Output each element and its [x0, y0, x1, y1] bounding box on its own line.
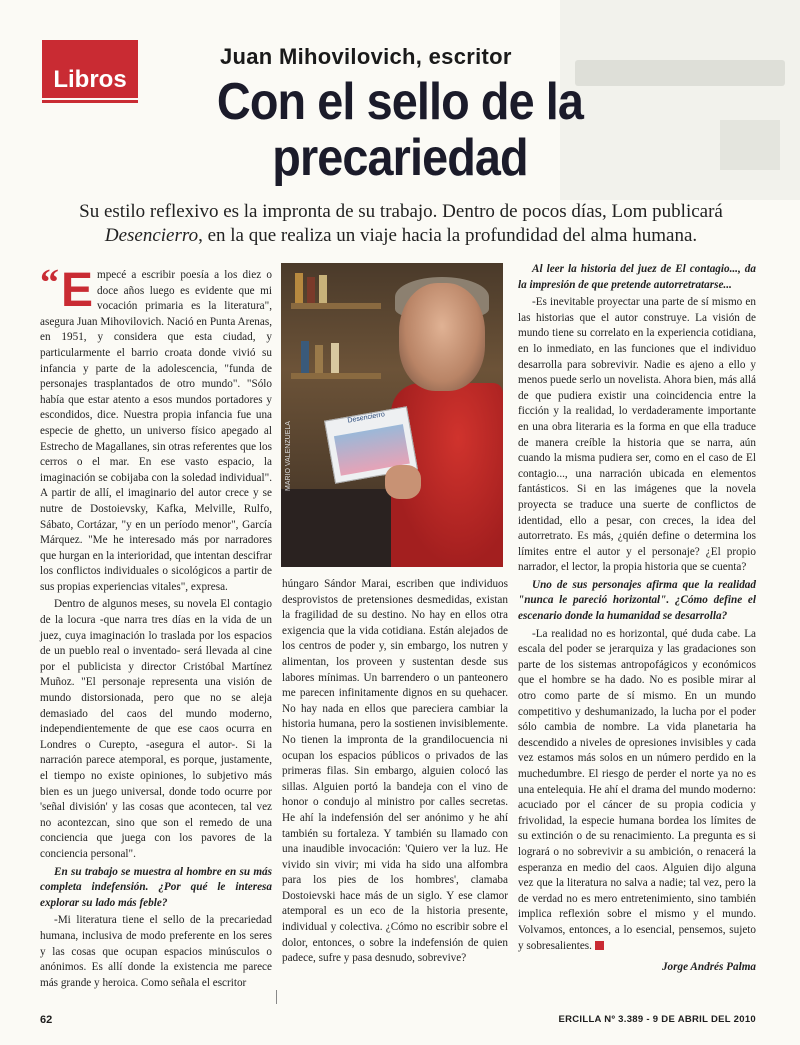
- article-headline: [175, 74, 625, 186]
- photo-shelf-book: [307, 277, 315, 303]
- article-kicker: Juan Mihovilovich, escritor: [220, 44, 512, 69]
- photo-shelf-book: [295, 273, 303, 303]
- middle-paragraph-1: húngaro Sándor Marai, escriben que individuos desprovistos de pretensiones desmedidas, existan la fragilidad de su destino. No hay en ellos otra exigencia que la vida cotidiana. Están alejados de los centros de poder y, sin embargo, los nutren y alimentan, los proveen y sustentan desde sus labores mínimas. Un barrendero o un panteonero me parecen infinitamente dignos en su quehacer. No hay nada en ellos que pareciera cambiar la historia humana, pero la sostienen invisiblemente. No tienen la impronta de la grandilocuencia ni ocupan los espacios públicos o privados de las primeras filas. Sin embargo, alguien colocó las sillas. Alguien portó la bandeja con el vino de honor o condujo al ministro por calles secretas. He ahí la indefensión del ser anónimo y he ahí también su fortaleza. Y también su llamado con una inaudible invocación: 'Quiero ver la luz. He vivido sin vivir; mi vida ha sido una alfombra para los pies de los hombres', clamaba Dostoievski hace más de un siglo. Y ese clamor atemporal es un eco de la historia presente, individual y colectiva. ¿Cómo no escribir sobre el dolor, entonces, o sobre la indefensión de quien padece, sufre y pasa desnudo, sobrevive?: [282, 578, 508, 965]
- right-paragraph-1: -Es inevitable proyectar una parte de sí mismo en las historias que el autor construye. La visión de mundo tiene su correlato en la experiencia cotidiana, en lo inmediato, en las funciones que el individuo desarrolla para sobrevivir. Nadie es ajeno a ello y menos puede serlo un novelista. Ahora bien, más allá de que pudiera existir una coincidencia entre la ficción y la realidad, lo verdaderamente importante en una obra literaria es la forma en que ella traduce de manera creíble la historia que se narra, aún cuando la misma pudiera ser, como en el caso de El contagio..., una narración ubicada en elementos fantásticos. Si en las imágenes que la novela proyecta se traduce una suerte de conflictos de identidad, ello a pesar, con creces, la idea del autorretrato. Es más, ¿quién define o determina los límites entre el autor y el personaje? ¿El propio narrador, el lector, la propia historia que se cuenta?: [518, 296, 756, 574]
- photo-shelf-book: [301, 341, 309, 373]
- page-number: 62: [40, 1014, 53, 1026]
- photo-hand: [385, 465, 421, 499]
- left-paragraph-1: mpecé a escribir poesía a los diez o doce años luego es evidente que mi vocación primaria es la literatura", asegura Juan Mihovilovich. Nació en Punta Arenas, en 1951, y considera que esta ciudad, y particularmente el barrio croata donde vivió su infancia y parte de la adolescencia, "funda de personajes trasplantados de otro mundo". "Sólo había que estar atento a esos mundos portadores y escondidos, dice. Nuestra propia infancia fue una especie de ghetto, un universo físico apegado al Estrecho de Magallanes, sin otras referentes que los cerros o el mar. En ese vasto espacio, la imaginación se cobijaba con la soledad individual". A partir de allí, el imaginario del autor crece y se nutre de Dostoievsky, Kafka, Melville, Rulfo, Sábato, Cortázar, "y en un período menor", García Márquez. "Me he interesado más por narradores que hurgan en la interioridad, que intentan descifrar los conflictos individuales o sicológicos a partir de sus propias experiencias vitales", expresa.: [40, 269, 272, 593]
- right-paragraph-2-text: -La realidad no es horizontal, qué duda cabe. La escala del poder se jerarquiza y las gradaciones son parte de los sistemas antropofágicos y económicos que el hombre se ha dado. No es posible mirar al otro como parte de sí mismo. En un mundo competitivo y deshumanizado, la lucha por el poder sólo cambia de nombre. La vida planetaria ha descendido a niveles de opresiones invisibles y cada vez estamos más solos en un número perdido en la muchedumbre. El riesgo de perder el norte ya no es una entelequia. He ahí el drama del mundo moderno: acuciado por el cáncer de su propia codicia y frivolidad, la especie humana bordea los límites de su extinción o de su renacimiento. La pregunta es si logrará o no sobrevivir a su ambición, o renacerá la esperanza en medio del caos. Alguien dijo alguna vez que la literatura no salva a nadie; tal vez, pero la de verdad no es mero entretenimiento, sino también implica reflexión sobre el mismo y el mundo. Volvamos, entonces, a lo esencial, pensemos, sujeto y sobresalientes.: [518, 627, 756, 952]
- drop-cap: E: [61, 264, 94, 317]
- photo-shelf-book: [315, 345, 323, 373]
- left-column: [40, 262, 272, 993]
- article-deck: [56, 200, 746, 248]
- right-paragraph-2: [518, 627, 756, 954]
- adjacent-page-ghost-box: [720, 120, 780, 170]
- headline-line-1: Con el sello de la: [216, 73, 584, 131]
- publication-footer: ERCILLA Nº 3.389 - 9 DE ABRIL DEL 2010: [558, 1014, 756, 1025]
- opening-quote-mark: “: [40, 262, 59, 304]
- question-2: Al leer la historia del juez de El contagio..., da la impresión de que pretende autorretratarse...: [518, 263, 756, 291]
- photo-shelf-book: [331, 343, 339, 373]
- deck-book-title: Desencierro: [104, 225, 199, 246]
- opening-paragraph: [40, 262, 272, 595]
- section-label: Libros: [42, 40, 138, 98]
- author-photo: [281, 263, 503, 567]
- photo-shelf: [291, 373, 381, 379]
- left-paragraph-2: Dentro de algunos meses, su novela El contagio de la locura -que narra tres días en la vida de un juez, cuya imaginación lo traslada por los espacios de un pueblo real o inventado- será llevada al cine por el publicista y director Cristóbal Martínez Muñoz. "El personaje representa una visión de mundo distorsionada, pero que no se aleja demasiado del caos del mundo moderno, independientemente de que ese caos ocurra en Londres o Curepto, -asegura el autor-. Si la narración parece atemporal, es porque, justamente, el tiempo no existe opiniones, lo subjetivo más bien es un juego universal, donde todo ocurre por 'señal división' y las cosas que acontecen, tal vez no acontezcan, sino que son el remedo de una conciencia que juega con los pavores de la conciencia personal".: [40, 598, 272, 860]
- left-paragraph-3: -Mi literatura tiene el sello de la precariedad humana, inclusiva de modo preferente en los seres y las cosas que ocupan espacios minúsculos o anónimos. Es allí donde la existencia me parece más grande y heroica. Como señala el escritor: [40, 914, 272, 989]
- question-1: En su trabajo se muestra al hombre en su más completa indefensión. ¿Por qué le interesa explorar su lado más feble?: [40, 865, 272, 909]
- headline-line-2: precariedad: [272, 129, 528, 187]
- question-3: Uno de sus personajes afirma que la realidad "nunca le pareció horizontal". ¿Cómo define el escenario donde la humanidad se desarrolla?: [518, 578, 756, 623]
- photo-credit: MARIO VALENZUELA: [285, 421, 292, 491]
- deck-text-2: , en la que realiza un viaje hacia la profundidad del alma humana.: [198, 225, 698, 246]
- deck-text-1: Su estilo reflexivo es la impronta de su trabajo. Dentro de pocos días, Lom publicará: [79, 201, 723, 222]
- photo-author-face: [399, 283, 485, 391]
- held-book-title: Desencierro: [347, 411, 386, 425]
- photo-shelf: [291, 303, 381, 309]
- end-mark-icon: [595, 941, 604, 950]
- photo-shelf-book: [319, 275, 327, 303]
- author-signature: Jorge Andrés Palma: [661, 961, 756, 974]
- column-divider: [276, 990, 277, 1004]
- right-column: [518, 262, 756, 976]
- middle-column: [282, 577, 508, 969]
